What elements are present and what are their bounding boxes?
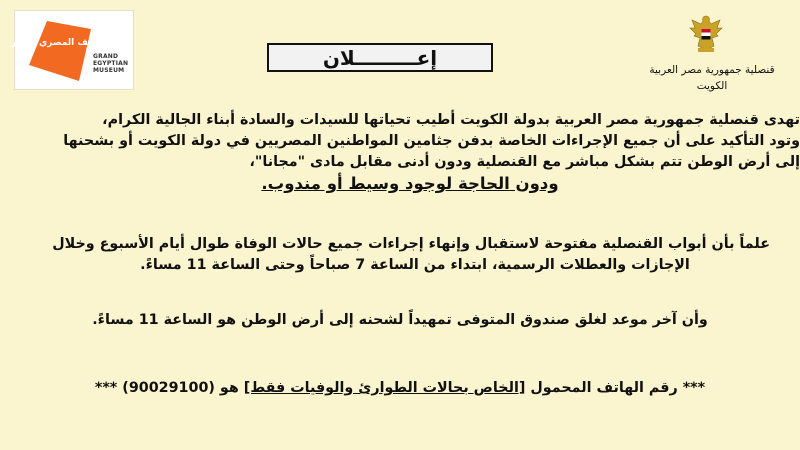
paragraph-deadline: وأن آخر موعد لغلق صندوق المتوفى تمهيداً لشحنه إلى أرض الوطن هو الساعة 11 مساءً. (92, 312, 708, 328)
hours-line-1: علماً بأن أبواب القنصلية مفتوحة لاستقبال وإنهاء إجراءات جميع حالات الوفاة طوال أيام الأسبوع وخلال (52, 236, 770, 252)
consulate-header (646, 62, 778, 94)
announcement-title-box (267, 43, 493, 72)
phone-emergency-note: [الخاص بحالات الطوارئ والوفيات فقط] (243, 380, 526, 396)
intro-line-1: تهدى قنصلية جمهورية مصر العربية بدولة الكويت أطيب تحياتها للسيدات والسادة أبناء الجالية الكرام، (102, 112, 800, 128)
logo-line-3: MUSEUM (93, 67, 125, 74)
hours-line-2: الإجازات والعطلات الرسمية، ابتداء من الساعة 7 صباحاً وحتى الساعة 11 مساءً. (140, 257, 690, 273)
paragraph-intro (60, 110, 800, 194)
intro-line-2: وتود التأكيد على أن جميع الإجراءات الخاصة بدفن جثامين المواطنين المصريين في دولة الكويت أو بشحنها (63, 133, 800, 149)
announcement-title: إعـــــــــلان (322, 45, 438, 70)
logo-line-1: GRAND (93, 53, 119, 60)
eagle-of-saladin-icon (684, 12, 728, 54)
phone-prefix: *** رقم الهاتف المحمول (525, 380, 706, 396)
logo-arabic-text: المتحف المصري الكبير (11, 38, 111, 48)
intro-line-4-emphasis: ودون الحاجة لوجود وسيط أو مندوب. (261, 174, 559, 193)
paragraph-phone (80, 378, 720, 399)
logo-english-text (93, 53, 128, 74)
logo-line-2: EGYPTIAN (93, 60, 129, 67)
intro-line-3: إلى أرض الوطن تتم بشكل مباشر مع القنصلية ودون أدنى مقابل مادى "مجانا"، (249, 154, 800, 170)
grand-egyptian-museum-logo (11, 10, 134, 90)
paragraph-hours (40, 234, 770, 276)
consulate-name: قنصلية جمهورية مصر العربية (649, 64, 775, 76)
consulate-city: الكويت (696, 80, 728, 92)
phone-number-text: هو (90029100) *** (94, 380, 244, 396)
